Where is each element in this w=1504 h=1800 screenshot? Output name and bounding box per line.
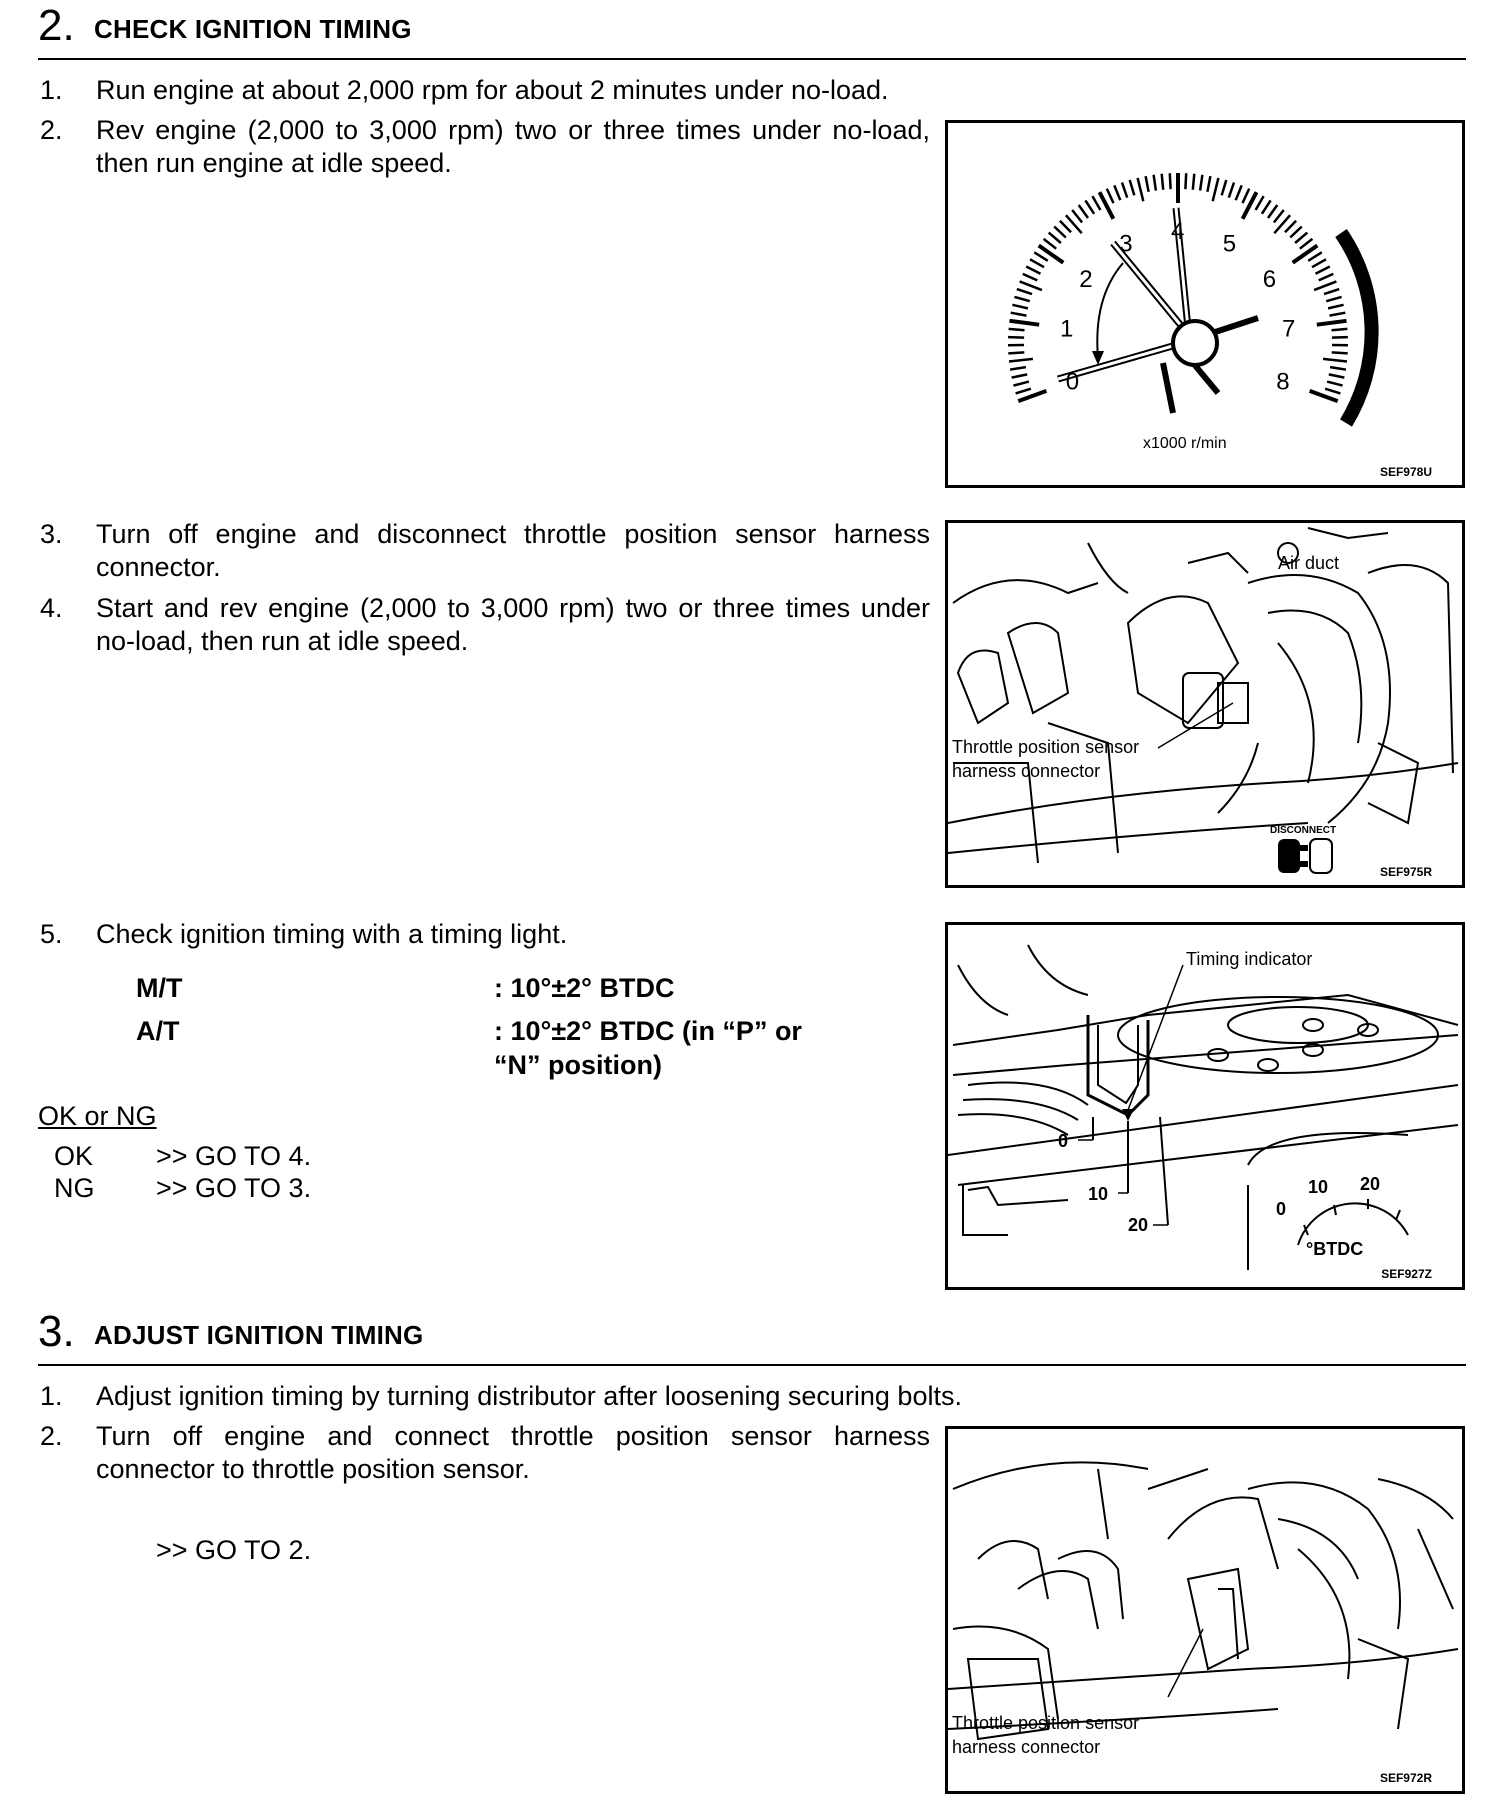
needle-hub [1173, 321, 1217, 365]
spec-mt-label: M/T [136, 973, 183, 1003]
label-tps-line-2: harness connector [952, 761, 1101, 781]
tach-tick [1268, 205, 1277, 218]
disconnect-connector-icon [1278, 839, 1332, 873]
step-text: Turn off engine and disconnect throttle position sensor harness connector. [96, 519, 930, 582]
step-text: Adjust ignition timing by turning distributor after loosening securing bolts. [96, 1381, 962, 1411]
tach-tick [1014, 297, 1029, 301]
result-ok-key: OK [54, 1141, 94, 1171]
tach-tick [1325, 389, 1340, 394]
result-ok-action: >> GO TO 4. [156, 1141, 312, 1171]
tach-tick [1213, 178, 1219, 201]
tach-tick [1054, 227, 1066, 238]
tach-tick [1329, 374, 1345, 377]
tach-tick [1295, 233, 1307, 243]
step-text: Run engine at about 2,000 rpm for about 2 minutes under no-load. [96, 75, 889, 105]
result-ng-key: NG [54, 1173, 95, 1203]
timing-indicator-figure [945, 922, 1465, 1290]
step-3-1 [40, 1380, 1050, 1414]
tach-unit-label: x1000 r/min [1143, 435, 1227, 452]
tach-tick [1327, 382, 1343, 386]
tps-disconnect-figure [945, 520, 1465, 888]
tach-tick [1332, 337, 1348, 338]
tach-tick [1017, 289, 1032, 294]
tach-tick [1030, 259, 1044, 267]
spec-at-value: : 10°±2° BTDC (in “P” or [494, 1016, 802, 1046]
tach-tick [1039, 246, 1064, 263]
figure-code: SEF972R [1379, 1771, 1432, 1785]
tach-tick [1044, 239, 1057, 249]
figure-code: SEF927Z [1381, 1267, 1432, 1281]
figure-code: SEF975R [1379, 865, 1432, 879]
tach-tick [1010, 321, 1040, 325]
section-3-title: ADJUST IGNITION TIMING [94, 1320, 424, 1350]
tach-tick [1236, 185, 1242, 200]
tach-tick [1317, 321, 1347, 325]
spec-at-label: A/T [136, 1016, 180, 1046]
tach-dial-number: 8 [1276, 368, 1290, 396]
step-text: Turn off engine and connect throttle position sensor harness connector to throttle position sensor. [96, 1421, 930, 1484]
tach-tick [1107, 189, 1114, 204]
tach-tick [1262, 200, 1271, 213]
tach-tick [1243, 189, 1250, 204]
tach-tick [1114, 185, 1120, 200]
label-tps-line-1: Throttle position sensor [952, 1713, 1140, 1733]
section-2-title: CHECK IGNITION TIMING [94, 14, 412, 44]
section-2-number: 2. [38, 1, 75, 50]
tach-tick [1332, 329, 1348, 330]
tach-tick [1314, 281, 1336, 290]
tach-tick [1010, 367, 1026, 370]
engine-bay-illustration [948, 523, 1462, 885]
step-number: 2. [40, 115, 63, 145]
tach-tick [1274, 210, 1284, 223]
result-ng-action: >> GO TO 3. [156, 1173, 312, 1203]
tach-tick [1256, 196, 1264, 210]
gauge-mark-20: 20 [1360, 1174, 1381, 1194]
label-air-duct: Air duct [1278, 553, 1340, 573]
tach-tick [1011, 313, 1027, 316]
step-number: 2. [40, 1421, 63, 1451]
tach-tick [1049, 233, 1061, 243]
tach-tick [1013, 382, 1029, 386]
step-2-3 [40, 518, 930, 588]
tach-tick [1012, 305, 1028, 309]
tach-dial-number: 0 [1065, 368, 1080, 396]
step-number: 5. [40, 919, 63, 949]
scale-mark-10: 10 [1088, 1184, 1109, 1204]
goto-step-2: >> GO TO 2. [156, 1535, 312, 1565]
step-2-5 [40, 918, 930, 952]
step-3-2 [40, 1420, 930, 1490]
tach-tick [1060, 221, 1071, 233]
figure-code: SEF978U [1379, 465, 1432, 479]
tach-tick [1016, 389, 1031, 394]
tach-tick [1185, 173, 1186, 189]
tach-tick [1154, 175, 1156, 191]
tachometer-figure [945, 120, 1465, 488]
gauge-mark-0: 0 [1276, 1199, 1287, 1219]
tach-tick [1316, 267, 1330, 274]
section-3-divider [38, 1364, 1466, 1366]
tach-tick [1319, 274, 1334, 281]
tach-dial-number: 5 [1222, 230, 1237, 258]
label-tps-line-2: harness connector [952, 1737, 1101, 1757]
tach-tick [1034, 252, 1048, 260]
tps-connect-figure [945, 1426, 1465, 1794]
tach-tick [1285, 221, 1296, 233]
tach-tick [1330, 313, 1346, 316]
tach-tick [1146, 176, 1149, 192]
tach-tick [1290, 227, 1302, 238]
tach-tick [1020, 281, 1042, 290]
tach-dial-number: 2 [1079, 265, 1093, 293]
tach-tick [1328, 305, 1344, 309]
tach-dial-number: 7 [1282, 315, 1296, 343]
spec-at-value-line-2: “N” position) [494, 1050, 662, 1080]
tach-tick [1138, 178, 1144, 201]
gauge-unit-label: °BTDC [1306, 1239, 1364, 1259]
tach-tick [1092, 196, 1100, 210]
tach-tick [1130, 180, 1135, 195]
ok-ng-heading: OK or NG [38, 1101, 157, 1131]
step-number: 1. [40, 1381, 63, 1411]
tach-tick [1193, 174, 1195, 190]
tach-tick [1323, 359, 1347, 362]
section-2-divider [38, 58, 1466, 60]
tach-tick [1079, 205, 1088, 218]
section-3-number: 3. [38, 1307, 75, 1356]
scale-mark-20: 20 [1128, 1215, 1149, 1235]
tach-tick [1229, 183, 1234, 198]
tach-tick [1008, 352, 1024, 353]
tach-dial-number: 3 [1119, 230, 1133, 258]
gauge-mark-10: 10 [1308, 1177, 1329, 1197]
tach-tick [1222, 180, 1227, 195]
step-text: Start and rev engine (2,000 to 3,000 rpm) two or three times under no-load, then run at idle speed. [96, 593, 930, 656]
disconnect-badge-label: DISCONNECT [1270, 825, 1337, 836]
tach-tick [1300, 239, 1313, 249]
tach-tick [1293, 246, 1318, 263]
tach-tick [1324, 289, 1339, 294]
tach-tick [1122, 183, 1127, 198]
label-tps-line-1: Throttle position sensor [952, 737, 1140, 757]
tach-tick [1326, 297, 1341, 301]
tach-dial-number: 4 [1171, 218, 1185, 245]
tach-dial-number: 1 [1060, 315, 1074, 343]
tach-tick [1200, 175, 1202, 191]
tach-tick [1072, 210, 1082, 223]
tach-tick [1085, 200, 1094, 213]
step-text: Rev engine (2,000 to 3,000 rpm) two or three times under no-load, then run engine at idle speed. [96, 115, 930, 178]
tach-dial-number: 6 [1262, 265, 1277, 293]
timing-mark-illustration [948, 925, 1462, 1287]
step-number: 3. [40, 519, 63, 549]
tach-tick [1207, 176, 1210, 192]
spec-mt-value: : 10°±2° BTDC [494, 973, 675, 1003]
tach-tick [1308, 252, 1322, 260]
step-2-1 [40, 74, 1000, 108]
tach-tick [1162, 174, 1164, 190]
step-number: 4. [40, 593, 63, 623]
step-2-2 [40, 114, 930, 184]
tach-tick [1312, 259, 1326, 267]
tach-tick [1026, 267, 1040, 274]
scale-mark-0: 0 [1058, 1131, 1069, 1151]
engine-bay-connect-illustration [948, 1429, 1462, 1791]
tach-tick [1170, 173, 1171, 189]
step-text: Check ignition timing with a timing light. [96, 919, 568, 949]
step-number: 1. [40, 75, 63, 105]
tach-tick [1012, 374, 1028, 377]
step-2-4 [40, 592, 930, 662]
tach-tick [1023, 274, 1038, 281]
tach-tick [1330, 367, 1346, 370]
label-timing-indicator: Timing indicator [1186, 949, 1313, 969]
tach-tick [1009, 359, 1033, 362]
tach-tick [1008, 337, 1024, 338]
tachometer-illustration [948, 123, 1462, 485]
tach-tick [1009, 329, 1025, 330]
tach-tick [1332, 352, 1348, 353]
